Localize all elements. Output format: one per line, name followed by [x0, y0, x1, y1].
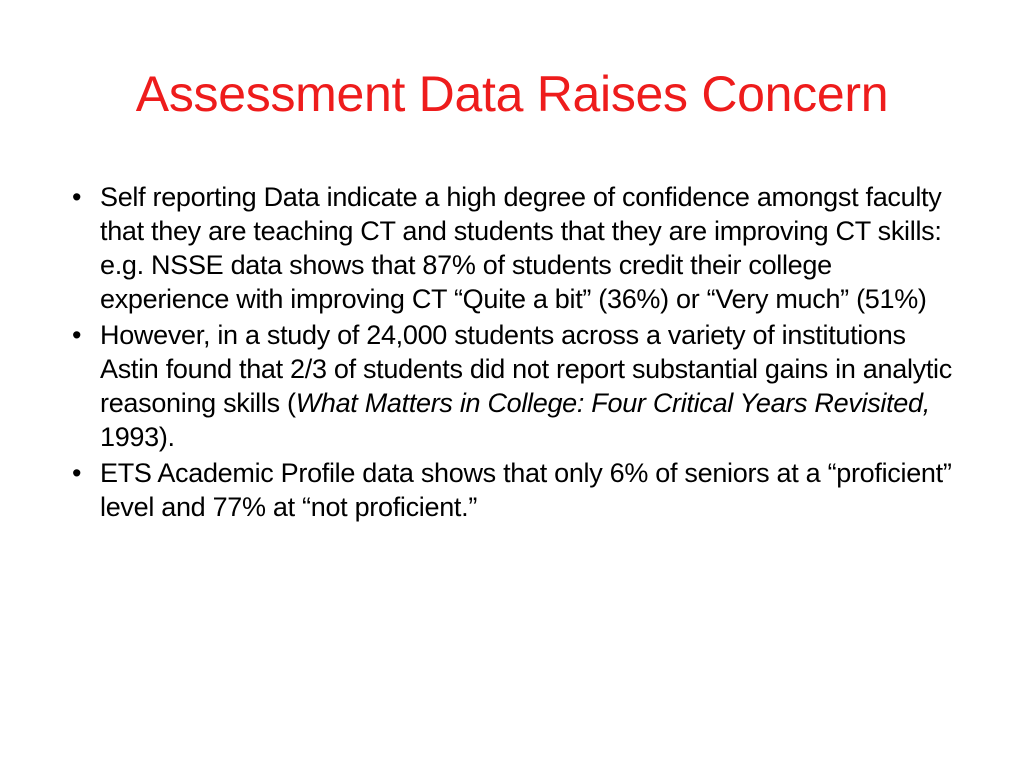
- bullet-icon: •: [72, 182, 82, 212]
- bullet-item-self-reporting: [72, 180, 962, 316]
- bullet-list: [72, 180, 962, 526]
- bullet-text: Self reporting Data indicate a high degree of confidence amongst faculty that they are teaching CT and students that they are improving CT skills: e.g. NSSE data shows that 87% of students credit their college experience with improving CT “Quite a bit” (36%) or “Very much” (51%): [100, 182, 942, 314]
- bullet-text: ETS Academic Profile data shows that only 6% of seniors at a “proficient” level and 77% at “not proficient.”: [100, 458, 952, 522]
- bullet-icon: •: [72, 458, 82, 488]
- bullet-text: However, in a study of 24,000 students across a variety of institutions Astin found that 2/3 of students did not report substantial gains in analytic reasoning skills (: [100, 320, 952, 418]
- book-title: What Matters in College: Four Critical Years Revisited,: [295, 388, 930, 418]
- slide-title: Assessment Data Raises Concern: [135, 66, 889, 122]
- bullet-icon: •: [72, 320, 82, 350]
- bullet-item-astin-study: [72, 318, 962, 454]
- bullet-text-end: 1993).: [100, 422, 175, 452]
- bullet-item-ets-profile: [72, 456, 962, 524]
